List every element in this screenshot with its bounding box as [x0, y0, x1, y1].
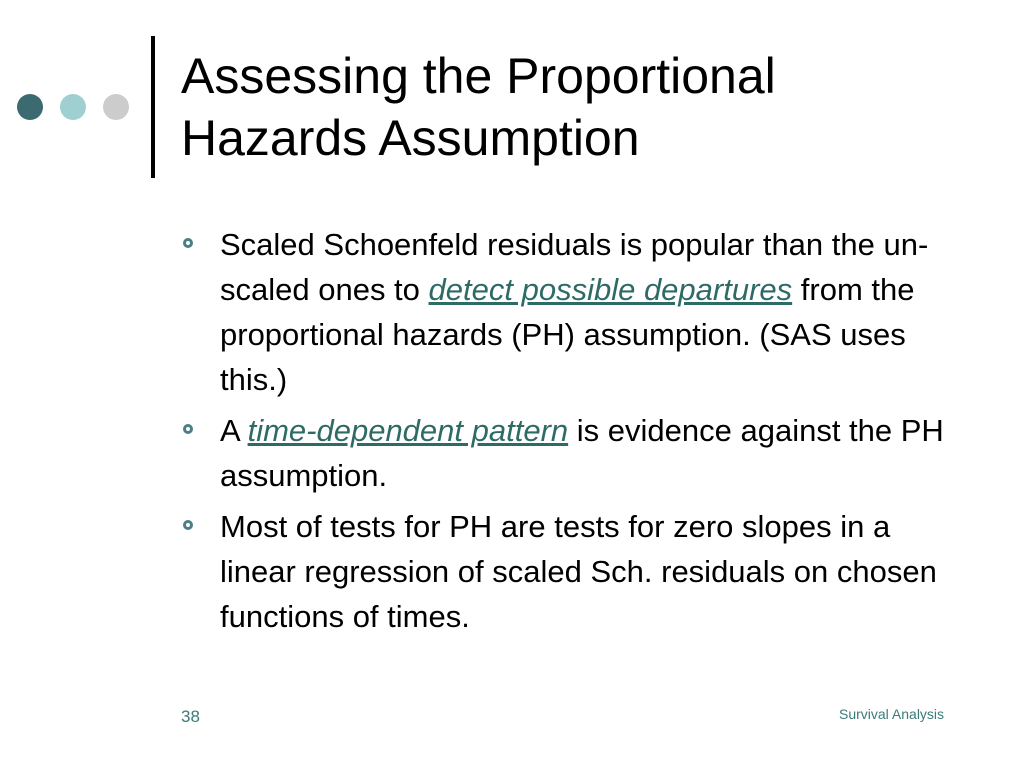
bullet-ring-icon: [183, 238, 193, 248]
slide-page-number: 38: [181, 707, 200, 726]
bullet-1-text-part-1: Scaled Schoenfeld residuals is popular than the un-scaled ones to: [220, 227, 929, 307]
bullet-1-text-part-2: from the proportional hazards (PH) assumption. (SAS uses this.): [220, 272, 915, 397]
decorative-dot-dark: [17, 94, 43, 120]
bullet-2-text-part-2: is evidence against the PH assumption.: [220, 413, 944, 493]
slide-title: [181, 45, 981, 169]
bullet-ring-icon: [183, 424, 193, 434]
footer-presentation-title: Survival Analysis: [839, 706, 945, 722]
bullet-list: [183, 222, 963, 645]
bullet-2-text-part-1: A: [220, 413, 248, 448]
decorative-dot-gray: [103, 94, 129, 120]
bullet-1-emphasis-link[interactable]: detect possible departures: [428, 272, 793, 307]
decorative-dot-light: [60, 94, 86, 120]
bullet-item-3: [183, 504, 963, 639]
bullet-2-emphasis-link[interactable]: time-dependent pattern: [247, 413, 569, 448]
bullet-item-1: [183, 222, 963, 402]
bullet-item-2: [183, 408, 963, 498]
slide-title-line-1: Assessing the Proportional: [181, 48, 776, 104]
bullet-ring-icon: [183, 520, 193, 530]
bullet-3-text: Most of tests for PH are tests for zero slopes in a linear regression of scaled Sch. residuals on chosen functions of times.: [220, 509, 937, 634]
title-divider-line: [151, 36, 155, 178]
slide-title-line-2: Hazards Assumption: [181, 110, 640, 166]
